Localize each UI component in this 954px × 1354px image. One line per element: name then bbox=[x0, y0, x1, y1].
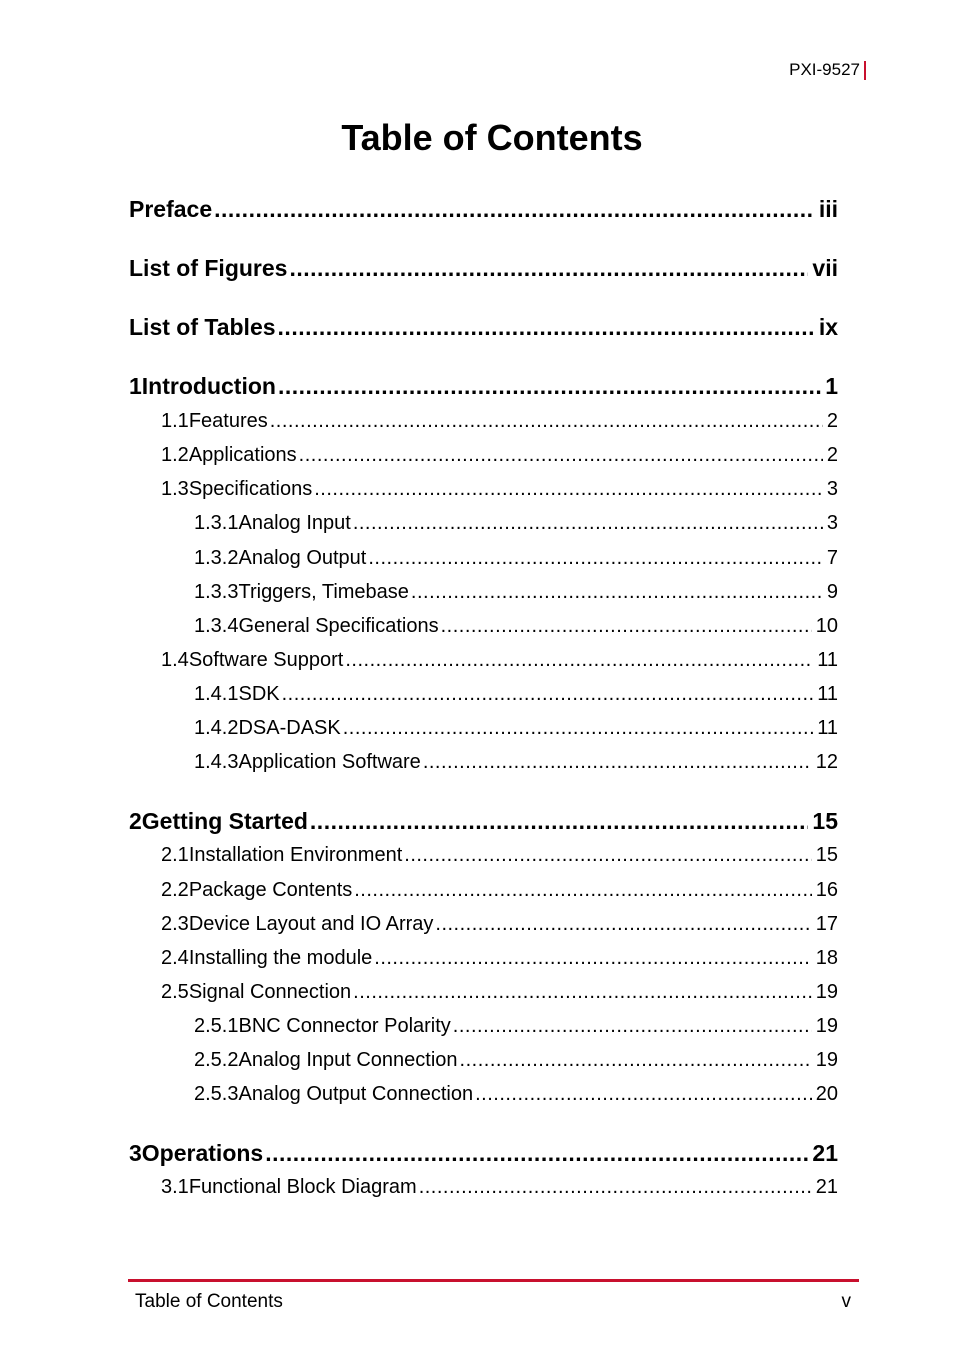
toc-chapter-3[interactable] bbox=[129, 1140, 838, 1167]
toc-label: Device Layout and IO Array bbox=[188, 913, 434, 935]
toc-number: 1.4 bbox=[161, 649, 189, 671]
toc-page: vii bbox=[812, 255, 838, 281]
toc-chapter-2[interactable] bbox=[129, 808, 838, 835]
toc-subsection-1-4-3[interactable] bbox=[194, 751, 838, 774]
page-title: Table of Contents bbox=[341, 117, 643, 158]
toc-section-2-3[interactable] bbox=[161, 913, 838, 936]
toc-number: 2 bbox=[129, 808, 142, 834]
toc-page: 2 bbox=[826, 444, 838, 466]
toc-number: 1.1 bbox=[161, 410, 189, 432]
toc-leader bbox=[353, 512, 823, 535]
toc-number: 1.4.2 bbox=[194, 717, 239, 739]
toc-leader bbox=[353, 981, 812, 1004]
toc-number: 1.2 bbox=[161, 444, 189, 466]
toc-number: 1.3.1 bbox=[194, 512, 239, 534]
toc-page: iii bbox=[818, 196, 838, 222]
toc-leader bbox=[265, 1140, 808, 1167]
toc-section-2-4[interactable] bbox=[161, 947, 838, 970]
toc-number: 1.3.3 bbox=[194, 581, 239, 603]
toc-label: Software Support bbox=[188, 649, 344, 671]
toc-page: 11 bbox=[817, 683, 838, 705]
footer-page-number: v bbox=[841, 1291, 851, 1312]
toc-leader bbox=[314, 478, 823, 501]
toc-number: 2.5.2 bbox=[194, 1049, 239, 1071]
toc-leader bbox=[282, 683, 814, 706]
toc-leader bbox=[404, 844, 811, 867]
toc-subsection-1-3-3[interactable] bbox=[194, 581, 838, 604]
toc-page: 2 bbox=[826, 410, 838, 432]
toc-page: 11 bbox=[817, 717, 838, 739]
running-header bbox=[789, 60, 866, 80]
toc-subsection-1-3-2[interactable] bbox=[194, 547, 838, 570]
toc-number: 2.5.3 bbox=[194, 1083, 239, 1105]
toc-leader bbox=[475, 1083, 812, 1106]
toc-number: 3 bbox=[129, 1140, 142, 1166]
toc-leader bbox=[419, 1176, 812, 1199]
toc-page: 12 bbox=[815, 751, 838, 773]
toc-label: Specifications bbox=[188, 478, 313, 500]
toc-subsection-1-3-4[interactable] bbox=[194, 615, 838, 638]
toc-leader bbox=[453, 1015, 812, 1038]
toc-leader bbox=[435, 913, 811, 936]
toc-label: Signal Connection bbox=[188, 981, 352, 1003]
toc-leader bbox=[278, 314, 815, 341]
toc-page: 16 bbox=[815, 879, 838, 901]
toc-label: Triggers, Timebase bbox=[238, 581, 409, 603]
footer-section-title: Table of Contents bbox=[135, 1291, 283, 1312]
toc-page: 19 bbox=[815, 1015, 838, 1037]
toc-label: List of Figures bbox=[129, 255, 288, 281]
toc-subsection-1-3-1[interactable] bbox=[194, 512, 838, 535]
toc-subsection-1-4-1[interactable] bbox=[194, 683, 838, 706]
toc-number: 3.1 bbox=[161, 1176, 189, 1198]
toc-page: 10 bbox=[815, 615, 838, 637]
toc-label: BNC Connector Polarity bbox=[238, 1015, 451, 1037]
toc-leader bbox=[270, 410, 823, 433]
toc-number: 1.3.2 bbox=[194, 547, 239, 569]
toc-number: 1.3 bbox=[161, 478, 189, 500]
toc-label: Functional Block Diagram bbox=[188, 1176, 417, 1198]
toc-chapter-1[interactable] bbox=[129, 373, 838, 400]
toc-page: ix bbox=[818, 314, 838, 340]
toc-leader bbox=[441, 615, 812, 638]
toc-leader bbox=[460, 1049, 812, 1072]
toc-number: 1.3.4 bbox=[194, 615, 239, 637]
toc-label: Introduction bbox=[141, 373, 276, 399]
header-accent-bar bbox=[864, 61, 866, 80]
toc-label: Application Software bbox=[238, 751, 421, 773]
toc-page: 3 bbox=[826, 512, 838, 534]
toc-page: 3 bbox=[826, 478, 838, 500]
toc-entry-preface[interactable] bbox=[129, 196, 838, 223]
toc-label: Getting Started bbox=[141, 808, 308, 834]
toc-number: 2.1 bbox=[161, 844, 189, 866]
toc-leader bbox=[289, 255, 808, 282]
toc-section-1-3[interactable] bbox=[161, 478, 838, 501]
toc-label: Features bbox=[188, 410, 268, 432]
toc-leader bbox=[214, 196, 815, 223]
toc-leader bbox=[354, 879, 812, 902]
toc-label: Analog Input Connection bbox=[238, 1049, 458, 1071]
toc-subsection-2-5-3[interactable] bbox=[194, 1083, 838, 1106]
toc-label: Preface bbox=[129, 196, 213, 222]
toc-label: List of Tables bbox=[129, 314, 276, 340]
toc-section-1-4[interactable] bbox=[161, 649, 838, 672]
toc-page: 19 bbox=[815, 1049, 838, 1071]
toc-leader bbox=[374, 947, 811, 970]
toc-leader bbox=[278, 373, 821, 400]
toc-number: 2.3 bbox=[161, 913, 189, 935]
toc-subsection-1-4-2[interactable] bbox=[194, 717, 838, 740]
toc-page: 21 bbox=[815, 1176, 838, 1198]
toc-label: General Specifications bbox=[238, 615, 439, 637]
toc-label: Analog Input bbox=[238, 512, 351, 534]
toc-leader bbox=[423, 751, 812, 774]
toc-number: 2.2 bbox=[161, 879, 189, 901]
toc-page: 11 bbox=[817, 649, 838, 671]
toc-page: 17 bbox=[815, 913, 838, 935]
toc-label: Installation Environment bbox=[188, 844, 403, 866]
toc-number: 2.5 bbox=[161, 981, 189, 1003]
toc-page: 1 bbox=[825, 373, 838, 399]
toc-label: Package Contents bbox=[188, 879, 353, 901]
toc-section-3-1[interactable] bbox=[161, 1176, 838, 1199]
toc-leader bbox=[411, 581, 823, 604]
toc-number: 2.4 bbox=[161, 947, 189, 969]
toc-leader bbox=[299, 444, 823, 467]
toc-number: 1.4.3 bbox=[194, 751, 239, 773]
toc-leader bbox=[310, 808, 808, 835]
toc-subsection-2-5-2[interactable] bbox=[194, 1049, 838, 1072]
toc-page: 18 bbox=[815, 947, 838, 969]
toc-page: 9 bbox=[826, 581, 838, 603]
toc-subsection-2-5-1[interactable] bbox=[194, 1015, 838, 1038]
toc-leader bbox=[345, 649, 813, 672]
toc-number: 1 bbox=[129, 373, 142, 399]
toc-entry-list-of-figures[interactable] bbox=[129, 255, 838, 282]
toc-section-2-2[interactable] bbox=[161, 879, 838, 902]
toc-section-1-1[interactable] bbox=[161, 410, 838, 433]
toc-section-2-5[interactable] bbox=[161, 981, 838, 1004]
toc-page: 15 bbox=[812, 808, 838, 834]
toc-leader bbox=[368, 547, 823, 570]
toc-page: 7 bbox=[826, 547, 838, 569]
product-name: PXI-9527 bbox=[789, 60, 860, 79]
toc-entry-list-of-tables[interactable] bbox=[129, 314, 838, 341]
toc-section-2-1[interactable] bbox=[161, 844, 838, 867]
toc-label: Analog Output bbox=[238, 547, 367, 569]
toc-leader bbox=[343, 717, 814, 740]
toc-page: 20 bbox=[815, 1083, 838, 1105]
toc-page: 19 bbox=[815, 981, 838, 1003]
toc-number: 2.5.1 bbox=[194, 1015, 239, 1037]
toc-label: DSA-DASK bbox=[238, 717, 341, 739]
toc-label: Operations bbox=[141, 1140, 264, 1166]
toc-label: SDK bbox=[238, 683, 280, 705]
footer-rule bbox=[128, 1279, 859, 1282]
toc-label: Installing the module bbox=[188, 947, 373, 969]
toc-label: Applications bbox=[188, 444, 297, 466]
toc-page: 15 bbox=[815, 844, 838, 866]
toc-section-1-2[interactable] bbox=[161, 444, 838, 467]
toc-number: 1.4.1 bbox=[194, 683, 239, 705]
toc-label: Analog Output Connection bbox=[238, 1083, 474, 1105]
toc-page: 21 bbox=[812, 1140, 838, 1166]
